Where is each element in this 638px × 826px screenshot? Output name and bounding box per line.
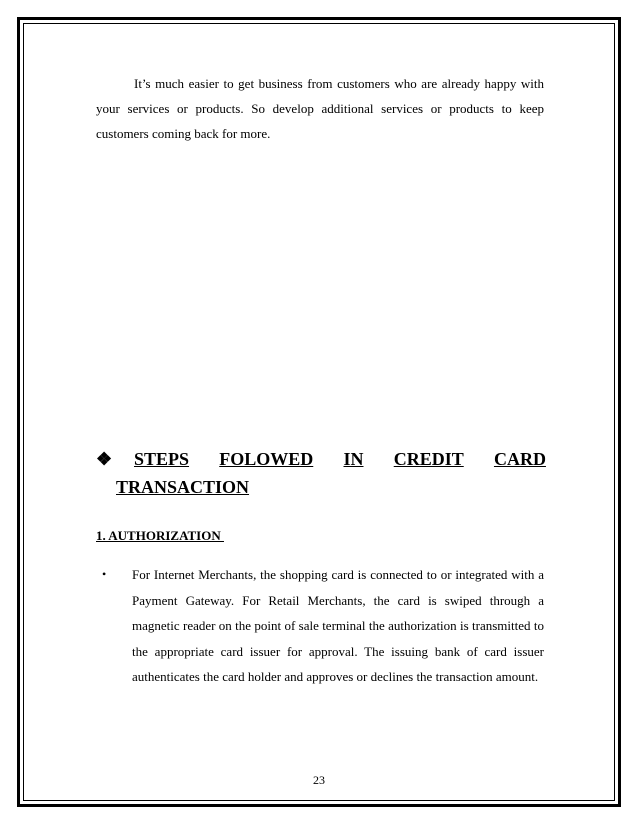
bullet-dot-icon: • [102,567,107,581]
intro-paragraph: It’s much easier to get business from customers who are already happy with your services or products. So develop additional services or products to keep customers coming back for more. [96,76,544,141]
diamond-bullet-icon: ❖ [96,449,113,469]
section-heading [96,445,566,501]
heading-word: CARD [493,449,546,469]
bullet-list-item [96,562,544,690]
subheading-authorization: 1. AUTHORIZATION [96,528,224,543]
heading-word: CREDIT [393,449,464,469]
heading-word: IN [343,449,364,469]
heading-line-1 [116,445,566,473]
heading-word: STEPS [134,449,190,469]
heading-line-2: TRANSACTION [116,477,250,497]
heading-word: FOLOWED [219,449,314,469]
bullet-text: For Internet Merchants, the shopping card is connected to or integrated with a Payment Gateway. For Retail Merchants, the card is swiped through a magnetic reader on the point of sale terminal the authorization is transmitted to the appropriate card issuer for approval. The issuing bank of card issuer authenticates the card holder and approves or declines the transaction amount. [132,567,544,685]
page-number: 23 [313,773,325,787]
